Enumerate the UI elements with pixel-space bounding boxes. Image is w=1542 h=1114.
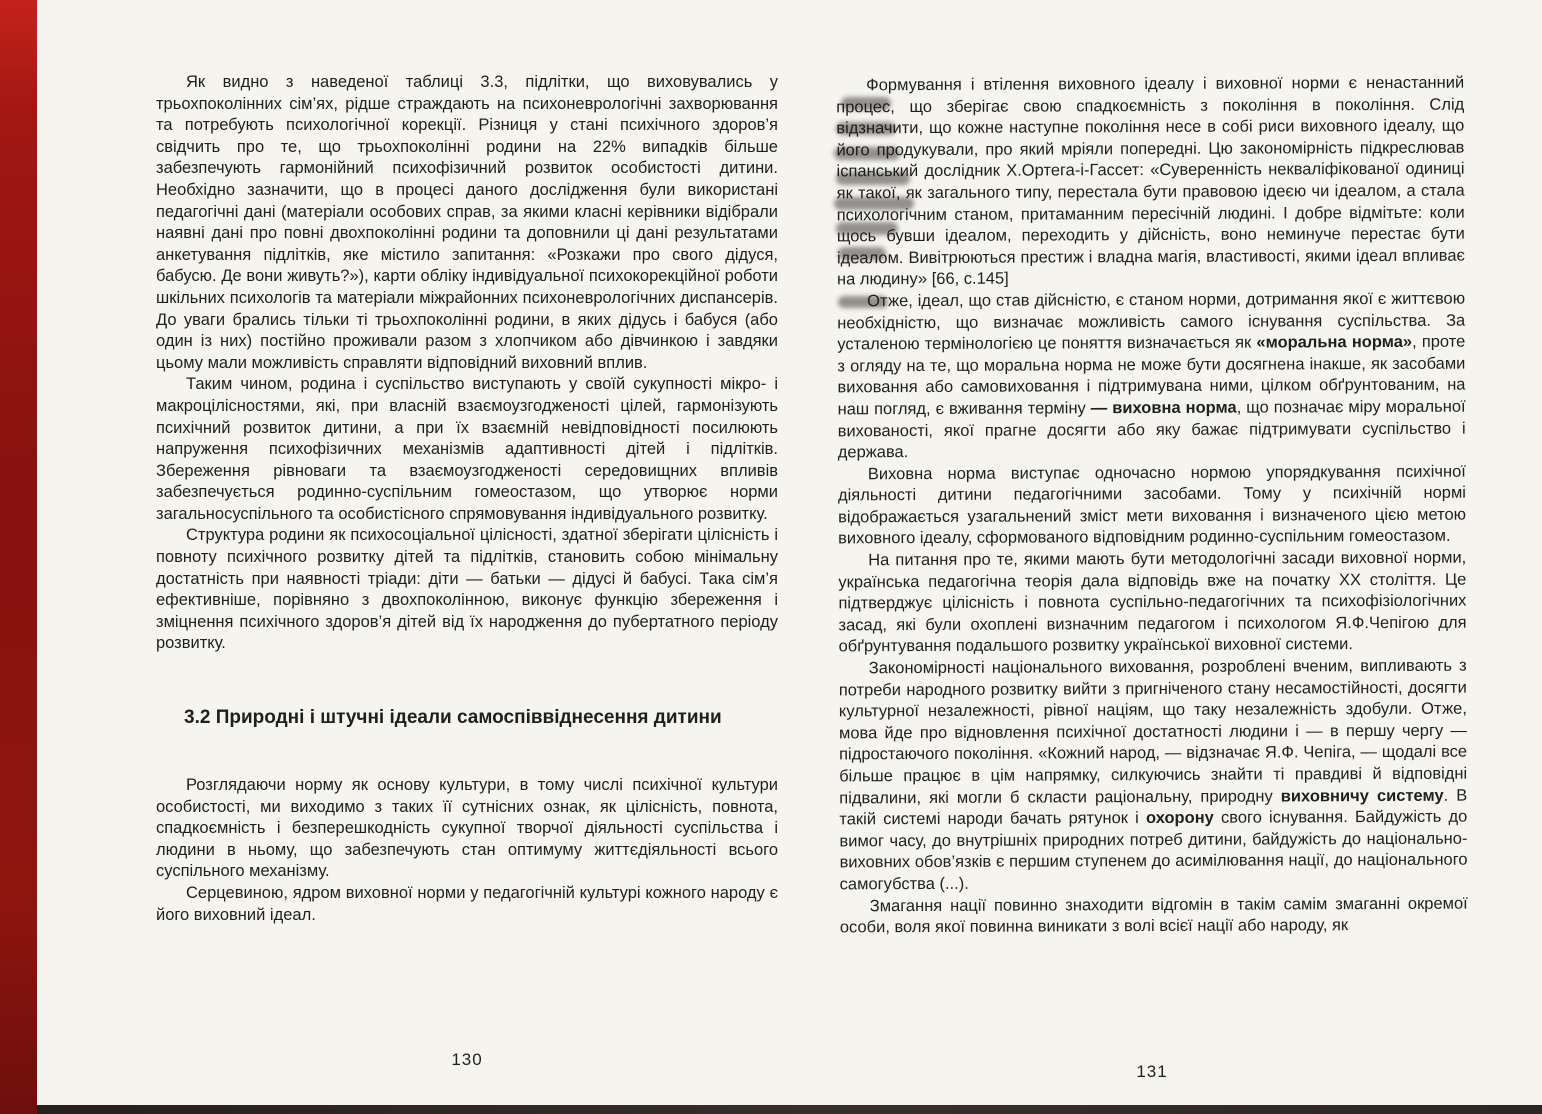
text-run-bold: охорону: [1145, 808, 1214, 828]
paragraph: Формування і втілення виховного ідеалу і виховної норми є ненастанний процес, що зберігає свою спадкоємність з покоління в покоління. Слід відзначити, що кожне наступне покоління несе в собі риси виховного ідеалу, що його продукували, про який мріяли попередні. Цю закономірність підкреслював іспанський дослідник Х.Ортега-і-Гассет: «Суверенність некваліфікованої одиниці як такої, як загального типу, перестала бути правовою ідеєю чи ідеалом, а стала психологічним станом, притаманним пересічній людині. І добре відмітьте: коли щось бувши ідеалом, переходить у дійсність, воно неминуче перестає бути ідеалом. Вивітрюються престиж і владна магія, властивості, якими ідеал впливає на людину» [66, с.145]: [836, 73, 1465, 289]
book-edge-red-stripe: [0, 0, 37, 1114]
paragraph: На питання про те, якими мають бути методологічні засади виховної норми, українська педагогічна теорія дала відповідь вже на початку XX століття. Це підтверджує цілісність і повнота суспільно-педагогічних та психофізіологічних засад, які були охоплені визначним педагогом і психологом Я.Ф.Чепігою для обґрунтування подальшого розвитку української виховної системи.: [838, 548, 1467, 656]
text-run-bold: «моральна норма»: [1256, 332, 1413, 352]
paragraph: Серцевиною, ядром виховної норми у педагогічній культурі кожного народу є його виховний ідеал.: [156, 884, 778, 924]
text-run: . В такій системі народи бачать рятунок і: [839, 786, 1468, 829]
page-130: [156, 72, 778, 926]
page-number-right: 131: [1136, 1062, 1168, 1081]
paragraph: Розглядаючи норму як основу культури, в тому числі психічної культури особистості, ми виходимо з таких її сутнісних ознак, як цілісність, повнота, спадкоємність і безперешкодність сукупної творчої діяльності суспільства і людини в ньому, що забезпечують стан оптимуму життєдіяльності всього суспільного механізму.: [156, 776, 778, 881]
page-131: [836, 73, 1468, 939]
text-run-bold: виховничу систему: [1280, 786, 1444, 806]
text-run: Отже, ідеал, що став дійсністю, є станом норми, дотримання якої є життєвою необхідністю, що визначає можливість самого існування суспільства. За усталеною термінологією це поняття визначається як: [837, 289, 1466, 354]
text-run: Закономірності національного виховання, розроблені вченим, випливають з потреби народного розвитку вийти з пригніченого стану несамостійності, досягти культурної незалежності, рівної націям, що таку незалежність здобули. Отже, мова йде про відновлення психічної достатності людини і — в першу чергу — підростаючого покоління. «Кожний народ, — відзначає Я.Ф. Чепіга, — щодалі все більше працює в цім напрямку, силкуючись знайти ті правдиві й відповідні підвалини, які могли б скласти раціональну, природну: [838, 656, 1468, 807]
page-number-left: 130: [451, 1050, 483, 1069]
paragraph: Структура родини як психосоціальної цілісності, здатної зберігати цілісність і повноту психічного розвитку дітей та підлітків, становить собою мінімальну достатність при наявності тріади: діти — батьки — дідусі й бабусі. Така сім’я ефективніше, порівняно з двохпоколінною, виконує функцію збереження і зміцнення психічного здоров’я дітей від їх народження до пубертатного періоду розвитку.: [156, 526, 778, 653]
scan-bottom-edge-line: [24, 1105, 1542, 1114]
paragraph: [837, 289, 1466, 464]
paragraph: [839, 656, 1468, 896]
text-run: свого існування. Байдужість до вимог часу, до внутрішніх природних потреб дитини, байдужість до національно-виховних обов’язків є першим ступенем до асимілювання нації, до національного самогубства (...).: [839, 807, 1468, 894]
paragraph: Змагання нації повинно знаходити відгомін в такім самім змаганні окремої особи, воля якої повинна виникати з волі всієї нації або народу, як: [839, 894, 1468, 937]
paragraph: Таким чином, родина і суспільство виступають у своїй сукупності мікро- і макроцілісностями, які, при власній взаємоузгодженості цілей, гармонізують психічний розвиток дитини, а при їх взаємній невідповідності посилюють напруження психофізичних механізмів адаптивності дітей і підлітків. Збереження рівноваги та взаємоузгодженості середовищних впливів забезпечується родинно-суспільним гомеостазом, що утворює норми загальносуспільного та особистісного спрямовування індивідуального розвитку.: [156, 375, 778, 523]
section-heading: 3.2 Природні і штучні ідеали самоспіввіднесення дитини: [184, 707, 722, 729]
text-run-bold: — виховна норма: [1090, 398, 1237, 418]
paragraph: Виховна норма виступає одночасно нормою упорядкування психічної діяльності дитини педагогічними засобами. Тому у психічній нормі відображається узагальнений зміст мети виховання і визначеного цією метою виховного ідеалу, сформованого відповідним родинно-суспільним гомеостазом.: [837, 462, 1467, 548]
text-run: , що позначає міру моральної вихованості, якої прагне досягти або яку бажає підтримувати суспільство і держава.: [837, 397, 1466, 462]
text-run: , проте з огляду на те, що моральна норма не може бути досягнена інакше, як засобами виховання або самовиховання і підтримувана ними, цілком обґрунтованим, на наш погляд, є вживання терміну: [837, 332, 1466, 419]
paragraph: Як видно з наведеної таблиці 3.3, підлітки, що виховувались у трьохпоколінних сім’ях, рідше страждають на психоневрологічні захворювання та потребують психологічної корекції. Різниця у стані психічного здоров’я свідчить про те, що трьохпоколінні родини на 22% випадків більше забезпечують гармонійний психофізичний розвиток особистості дитини. Необхідно зазначити, що в процесі даного дослідження були використані педагогічні дані (матеріали особових справ, за якими класні керівники відібрали наявні дані про повні двохпоколінні родини та доповнили ці дані результатами анкетування підлітків, яке містило запитання: «Розкажи про свого дідуся, бабусю. Де вони живуть?»), карти обліку індивідуальної психокорекційної роботи шкільних психологів та матеріали міжрайонних психоневрологічних диспансерів. До уваги брались тільки ті трьохпоколінні родини, в яких дідусь і бабуся (або один із них) постійно проживали разом з хлопчиком або дівчинкою і завдяки цьому мали можливість справляти відповідний виховний вплив.: [156, 73, 778, 372]
